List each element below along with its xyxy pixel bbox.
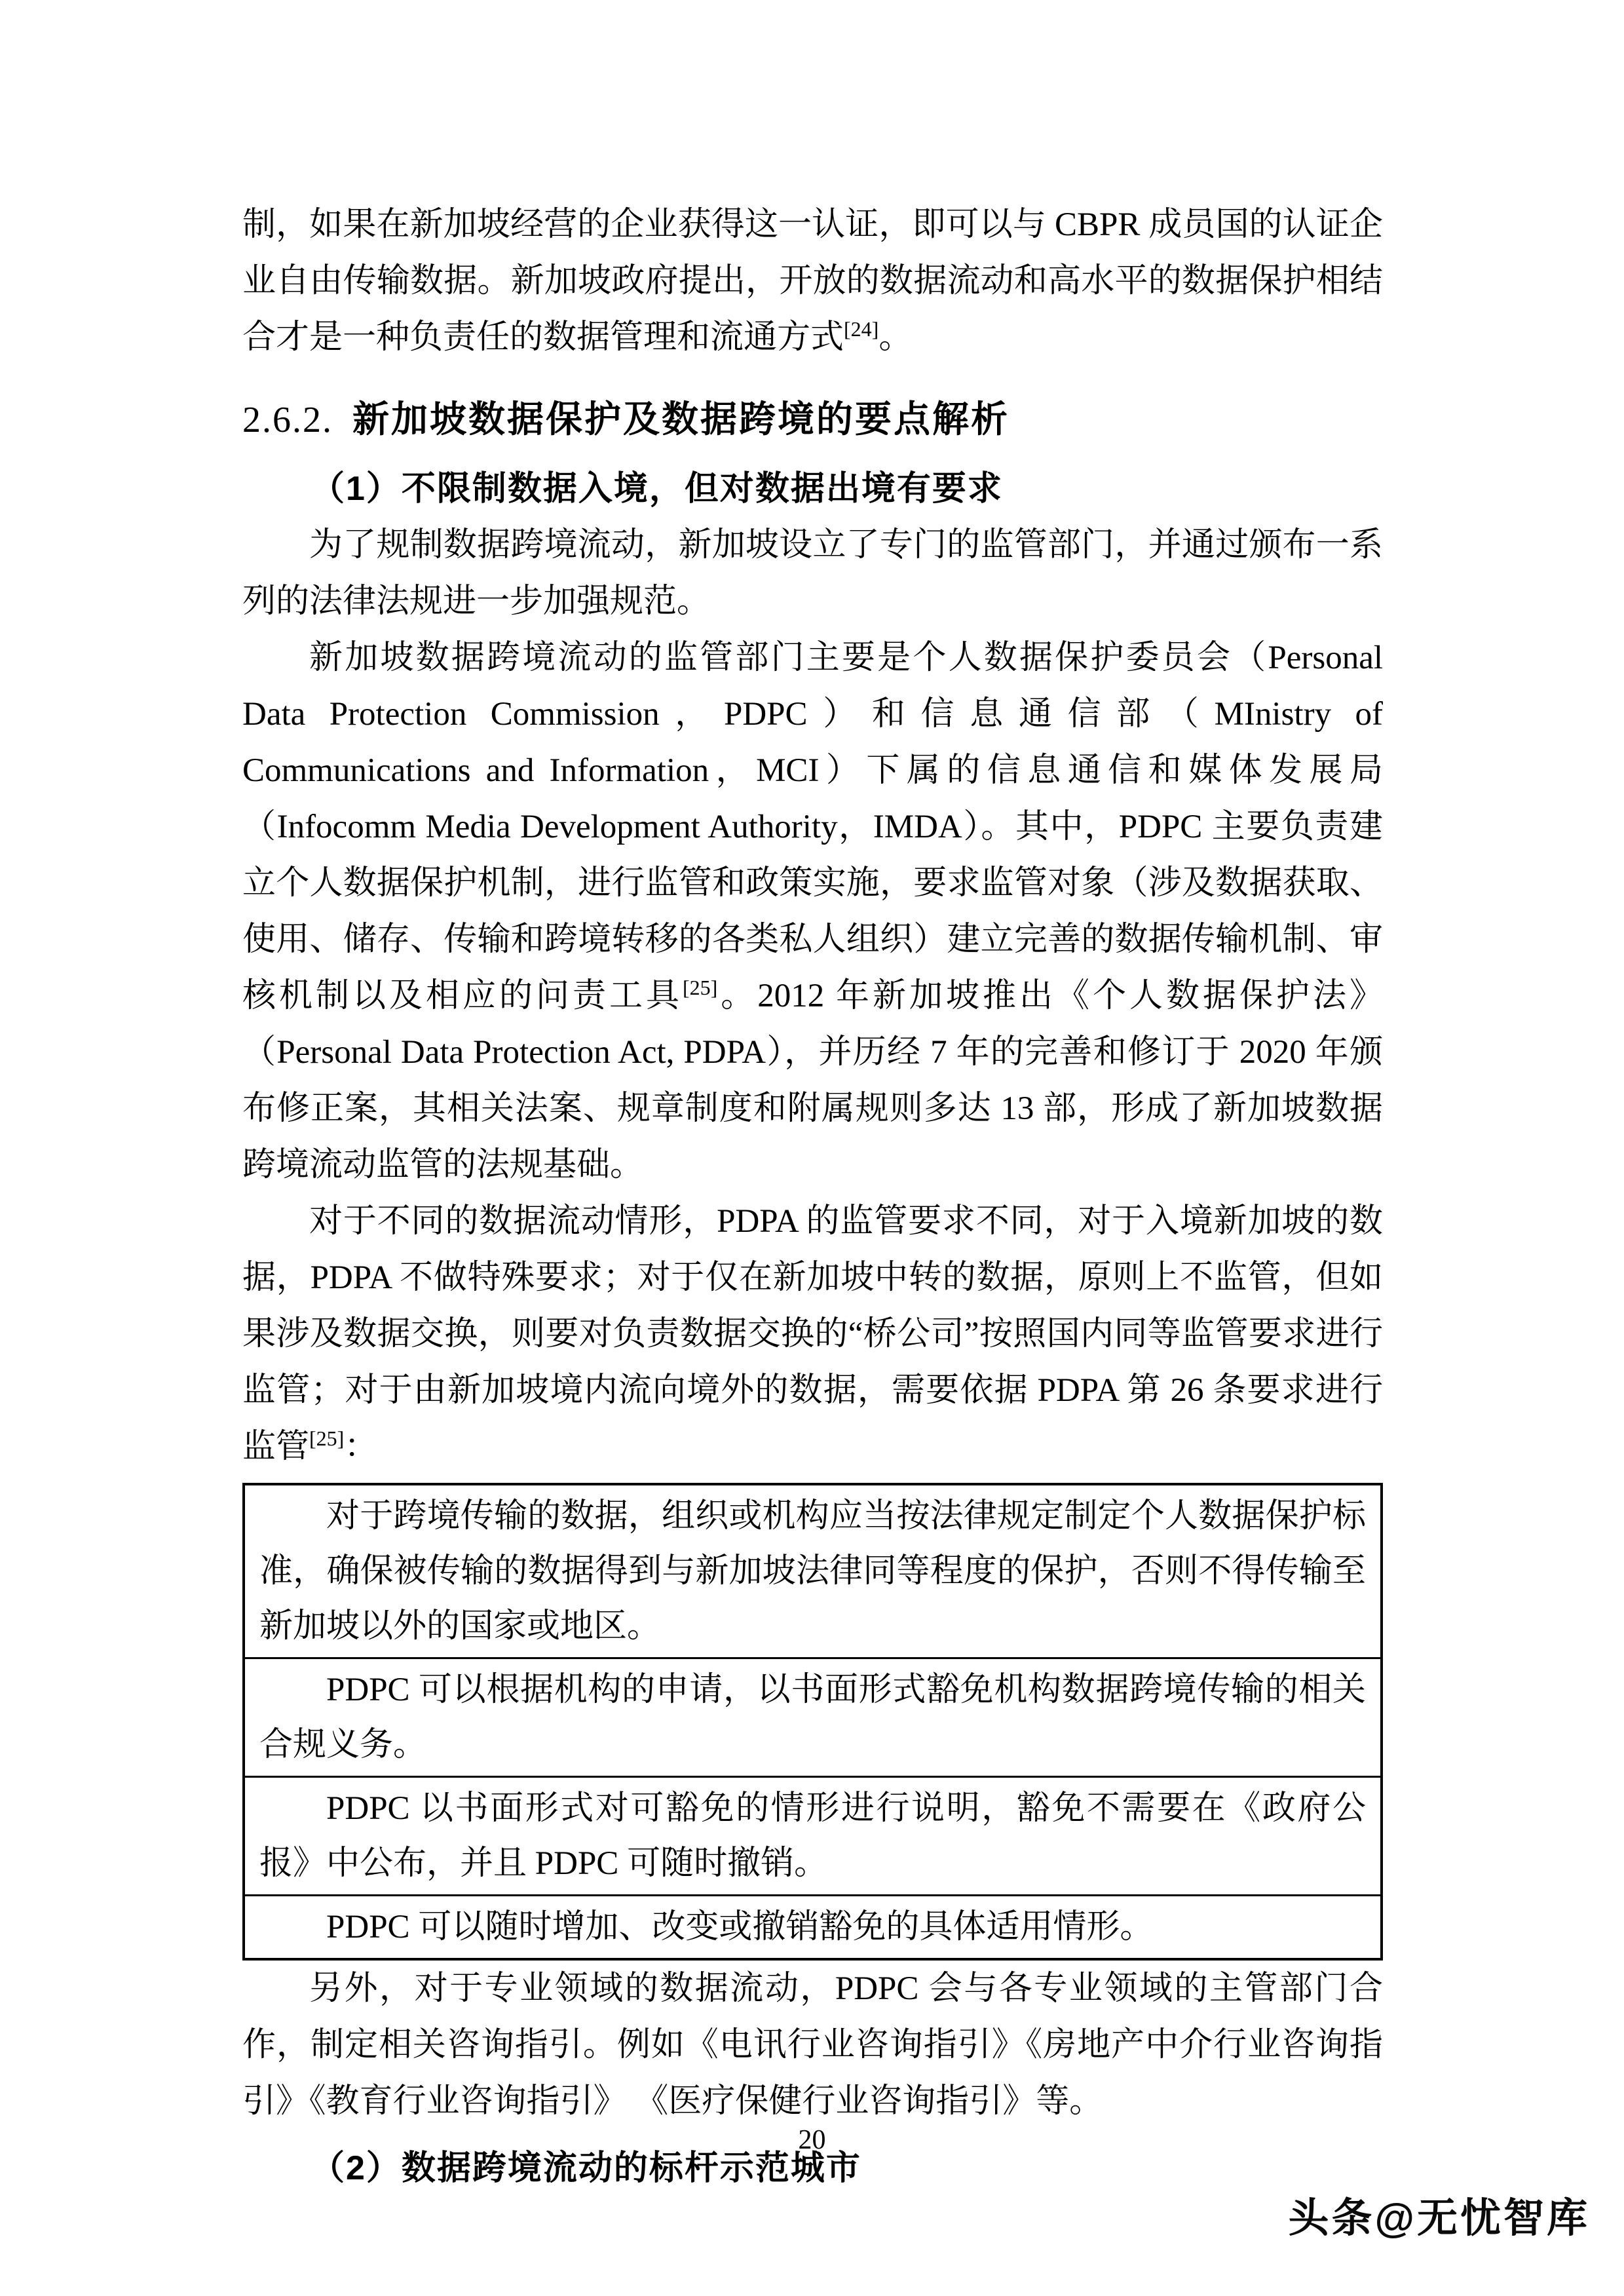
watermark: 头条@无忧智库	[1288, 2196, 1590, 2241]
section-title: 新加坡数据保护及数据跨境的要点解析	[352, 398, 1010, 440]
footnote-ref-25-a: [25]	[682, 976, 718, 999]
table-row-text: PDPC 可以根据机构的申请，以书面形式豁免机构数据跨境传输的相关合规义务。	[259, 1672, 1366, 1763]
table-row	[245, 1776, 1380, 1894]
paragraph-intro-tail: 。	[878, 319, 913, 356]
table-row-text: PDPC 以书面形式对可豁免的情形进行说明，豁免不需要在《政府公报》中公布，并且 PDPC 可随时撤销。	[259, 1790, 1366, 1882]
table-row	[245, 1894, 1380, 1958]
pdpa-exemption-table	[242, 1483, 1383, 1961]
paragraph-regulators-text: 新加坡数据跨境流动的监管部门主要是个人数据保护委员会（Personal Data Protection Commission，PDPC）和信息通信部（MInistry of Communications and Information，MCI）下属的信息通信和媒体发展局（Infocomm Media Development Authority，IMDA）。其中，PDPC 主要负责建立个人数据保护机制，进行监管和政策实施，要求监管对象（涉及数据获取、使用、储存、传输和跨境转移的各类私人组织）建立完善的数据传输机制、审核机制以及相应的问责工具	[242, 640, 1383, 1014]
paragraph-intro-text: 制，如果在新加坡经营的企业获得这一认证，即可以与 CBPR 成员国的认证企业自由传输数据。新加坡政府提出，开放的数据流动和高水平的数据保护相结合才是一种负责任的数据管理和流通方式	[242, 206, 1383, 356]
footnote-ref-25-b: [25]	[309, 1426, 345, 1450]
paragraph-regulators-tail: 。2012 年新加坡推出《个人数据保护法》（Personal Data Protection Act, PDPA），并历经 7 年的完善和修订于 2020 年颁布修正案，其相关法案、规章制度和附属规则多达 13 部，形成了新加坡数据跨境流动监管的法规基础。	[242, 978, 1383, 1183]
table-row-text: PDPC 可以随时增加、改变或撤销豁免的具体适用情形。	[326, 1909, 1154, 1945]
subsection-2-heading: （2）数据跨境流动的标杆示范城市	[311, 2149, 861, 2187]
table-row-text: 对于跨境传输的数据，组织或机构应当按法律规定制定个人数据保护标准，确保被传输的数据得到与新加坡法律同等程度的保护，否则不得传输至新加坡以外的国家或地区。	[259, 1498, 1366, 1645]
paragraph-regulators	[242, 630, 1383, 1193]
paragraph-scenarios-tail: ：	[344, 1428, 378, 1465]
paragraph-regulation: 为了规制数据跨境流动，新加坡设立了专门的监管部门，并通过颁布一系列的法律法规进一步加强规范。	[242, 527, 1383, 620]
subsection-1-heading: （1）不限制数据入境，但对数据出境有要求	[311, 470, 1003, 508]
paragraph-scenarios-text: 对于不同的数据流动情形，PDPA 的监管要求不同，对于入境新加坡的数据，PDPA 不做特殊要求；对于仅在新加坡中转的数据，原则上不监管，但如果涉及数据交换，则要对负责数据交换的“桥公司”按照国内同等监管要求进行监管；对于由新加坡境内流向境外的数据，需要依据 PDPA 第 26 条要求进行监管	[242, 1203, 1383, 1465]
footnote-ref-24: [24]	[844, 317, 879, 341]
paragraph-advisory: 另外，对于专业领域的数据流动，PDPC 会与各专业领域的主管部门合作，制定相关咨询指引。例如《电讯行业咨询指引》《房地产中介行业咨询指引》《教育行业咨询指引》 《医疗保健行业咨询指引》等。	[242, 1970, 1383, 2120]
section-heading	[242, 389, 1383, 450]
page-number: 20	[798, 2125, 826, 2155]
section-number: 2.6.2.	[242, 400, 333, 440]
table-row	[245, 1657, 1380, 1776]
paragraph-scenarios	[242, 1193, 1383, 1475]
paragraph-intro	[242, 197, 1383, 366]
document-content	[242, 197, 1383, 2196]
table-row	[245, 1485, 1380, 1657]
